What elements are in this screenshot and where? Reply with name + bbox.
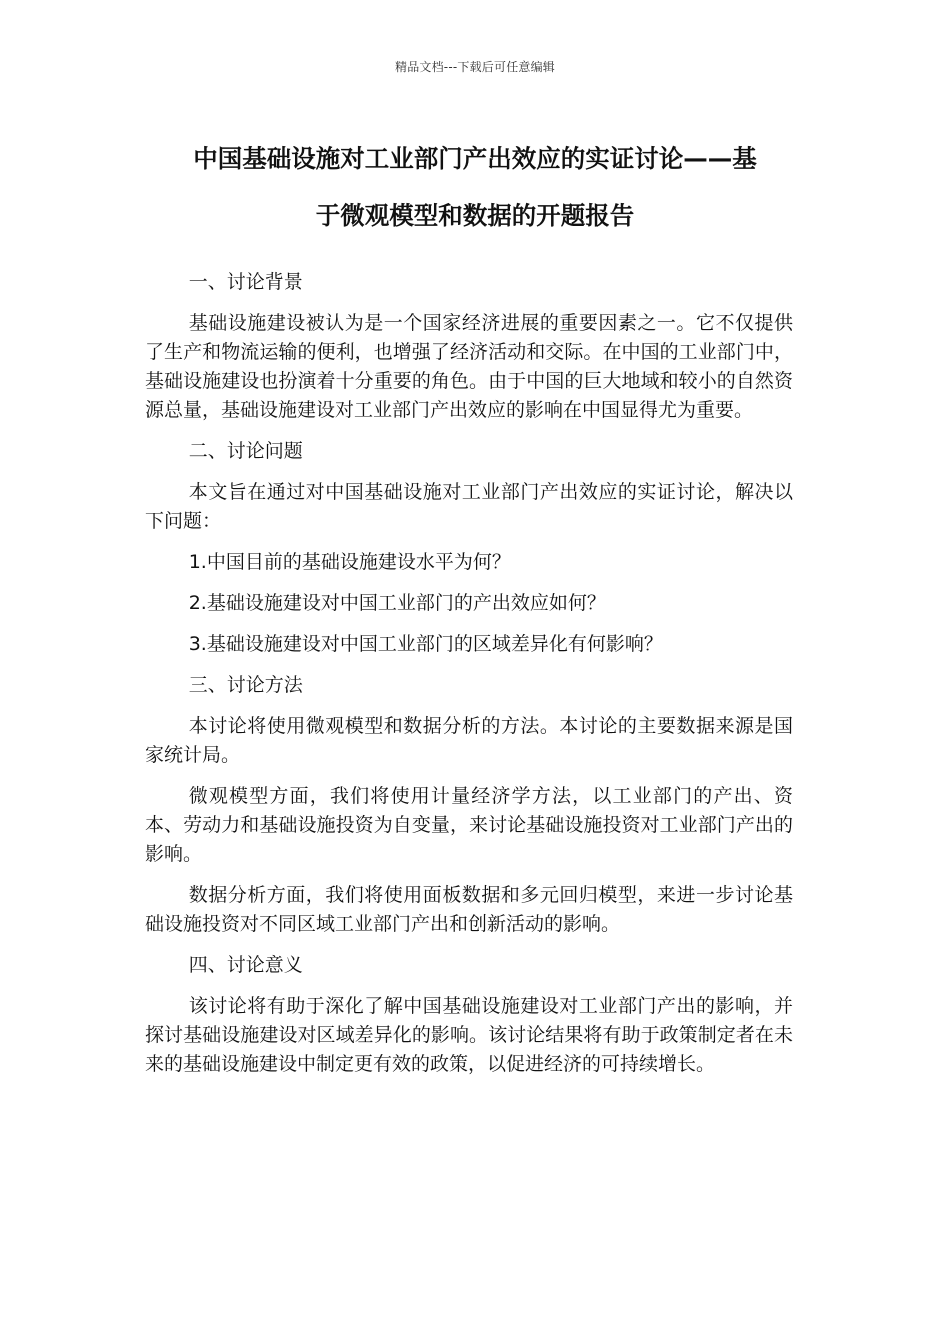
body-paragraph: 该讨论将有助于深化了解中国基础设施建设对工业部门产出的影响，并探讨基础设施建设对区域差异化的影响。该讨论结果将有助于政策制定者在未来的基础设施建设中制定更有效的政策，以促进经济的可持续增长。: [145, 995, 793, 1075]
document-title-line-2: 于微观模型和数据的开题报告: [315, 201, 635, 230]
document-title-line-1: 中国基础设施对工业部门产出效应的实证讨论——基: [193, 144, 757, 173]
section-methods: [145, 671, 793, 939]
section-significance: [145, 951, 793, 1079]
section-questions: [145, 437, 793, 659]
section-heading: 四、讨论意义: [188, 954, 303, 976]
question-item: 1.中国目前的基础设施建设水平为何？: [188, 551, 511, 573]
body-paragraph: 微观模型方面，我们将使用计量经济学方法，以工业部门的产出、资本、劳动力和基础设施投资为自变量，来讨论基础设施投资对工业部门产出的影响。: [145, 785, 793, 865]
question-item: 3.基础设施建设对中国工业部门的区域差异化有何影响？: [188, 633, 663, 655]
section-heading: 一、讨论背景: [188, 271, 303, 293]
question-item: 2.基础设施建设对中国工业部门的产出效应如何？: [188, 592, 606, 614]
section-heading: 三、讨论方法: [188, 674, 303, 696]
section-heading: 二、讨论问题: [188, 440, 303, 462]
body-paragraph: 本文旨在通过对中国基础设施对工业部门产出效应的实证讨论，解决以下问题：: [145, 481, 793, 532]
body-paragraph: 基础设施建设被认为是一个国家经济进展的重要因素之一。它不仅提供了生产和物流运输的便利，也增强了经济活动和交际。在中国的工业部门中，基础设施建设也扮演着十分重要的角色。由于中国的巨大地域和较小的自然资源总量，基础设施建设对工业部门产出效应的影响在中国显得尤为重要。: [145, 312, 793, 421]
document-title: [140, 130, 810, 244]
body-paragraph: 本讨论将使用微观模型和数据分析的方法。本讨论的主要数据来源是国家统计局。: [145, 715, 793, 766]
document-body: [145, 268, 793, 1091]
page-header-note: 精品文档---下载后可任意编辑: [395, 60, 555, 74]
body-paragraph: 数据分析方面，我们将使用面板数据和多元回归模型，来进一步讨论基础设施投资对不同区域工业部门产出和创新活动的影响。: [145, 884, 793, 935]
section-background: [145, 268, 793, 425]
